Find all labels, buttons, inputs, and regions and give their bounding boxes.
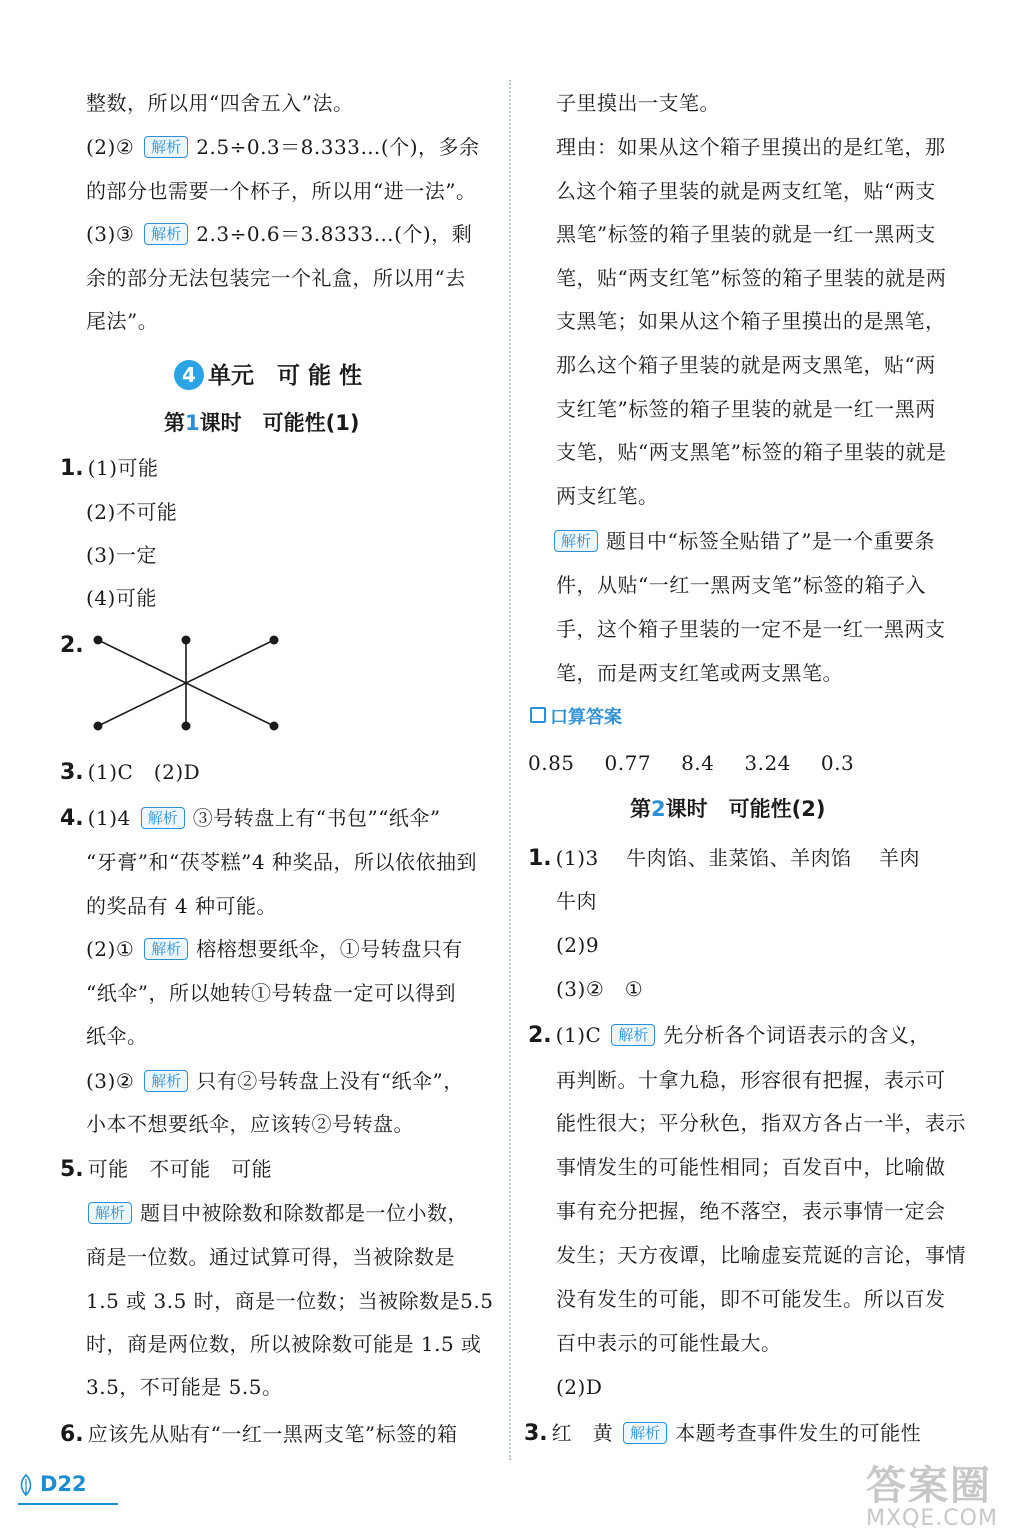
l2-q2-line-4: 事情发生的可能性相同；百发百中，比喻做 xyxy=(556,1155,946,1179)
page-number: D22 xyxy=(40,1472,87,1496)
oral-answers-values xyxy=(528,748,884,778)
footer-underline xyxy=(18,1503,118,1505)
l2-q1-line-3: (2)9 xyxy=(556,933,600,957)
match-dot xyxy=(270,722,279,731)
question-number: 2. xyxy=(60,633,84,658)
matching-lines-diagram xyxy=(86,630,316,740)
analysis-tag: 解析 xyxy=(623,1422,667,1444)
q4-part3 xyxy=(86,1066,464,1096)
q1-answer-3: (3)一定 xyxy=(86,543,157,567)
analysis-tag: 解析 xyxy=(144,136,188,158)
l2-q2-line-3: 能性很大；平分秋色，指双方各占一半，表示 xyxy=(556,1111,966,1135)
analysis-tag: 解析 xyxy=(141,807,185,829)
l2-q2-row xyxy=(528,1020,930,1051)
l2-q3-label: 红 黄 xyxy=(551,1421,614,1445)
question-number: 6. xyxy=(60,1422,84,1447)
right-line-5: 笔，贴“两支红笔”标签的箱子里装的就是两 xyxy=(556,266,947,290)
q5-exp-line-1: 题目中被除数和除数都是一位小数， xyxy=(140,1201,469,1225)
lesson-number: 2 xyxy=(651,797,666,821)
question-number: 1. xyxy=(60,456,84,481)
q3-part3-label: (3)③ xyxy=(86,222,135,246)
right-line-9: 支笔，贴“两支黑笔”标签的箱子里装的就是 xyxy=(556,440,947,464)
q4-p1-line-3: 的奖品有 4 种可能。 xyxy=(86,894,277,918)
match-dot xyxy=(94,722,103,731)
l2-q1-line-1: (1)3 牛肉馅、韭菜馅、羊肉馅 羊肉 xyxy=(555,846,920,870)
oral-value: 3.24 xyxy=(744,751,791,775)
q4-p2-line-2: “纸伞”，所以她转①号转盘一定可以得到 xyxy=(86,981,456,1005)
l2-q1-row xyxy=(528,843,920,874)
oral-answers-heading xyxy=(530,703,622,733)
q4-p2-label: (2)① xyxy=(86,937,135,961)
q4-row xyxy=(60,803,441,834)
q4-p2-text: 榕榕想要纸伞，①号转盘只有 xyxy=(196,937,463,961)
analysis-tag: 解析 xyxy=(611,1024,655,1046)
q4-p2-line-3: 纸伞。 xyxy=(86,1024,148,1048)
unit-number-badge: 4 xyxy=(174,360,204,390)
q4-p3-text: 只有②号转盘上没有“纸伞”， xyxy=(196,1069,464,1093)
q3-answer: (1)C (2)D xyxy=(87,760,201,784)
q4-part2 xyxy=(86,934,463,964)
q3-part2 xyxy=(86,132,480,162)
q5-exp-line-5: 3.5，不可能是 5.5。 xyxy=(86,1375,283,1399)
checkbox-icon xyxy=(530,707,546,723)
q4-p1-text: ③号转盘上有“书包”“纸伞” xyxy=(192,806,441,830)
match-dot xyxy=(182,636,191,645)
match-dot xyxy=(94,636,103,645)
left-line-6: 尾法”。 xyxy=(86,309,159,333)
watermark-url: MXQE.COM xyxy=(866,1506,998,1531)
oral-value: 0.3 xyxy=(820,751,855,775)
right-line-8: 支红笔”标签的箱子里装的就是一红一黑两 xyxy=(556,397,936,421)
oral-value: 0.77 xyxy=(604,751,652,775)
l2-q1-line-2: 牛肉 xyxy=(556,889,597,913)
left-line-3: 的部分也需要一个杯子，所以用“进一法”。 xyxy=(86,179,477,203)
analysis-tag: 解析 xyxy=(144,938,188,960)
watermark xyxy=(866,1465,1016,1533)
question-number: 1. xyxy=(528,846,552,871)
left-line-1: 整数，所以用“四舍五入”法。 xyxy=(86,91,354,115)
question-number: 4. xyxy=(60,806,84,831)
oral-answers-title: 口算答案 xyxy=(550,707,622,728)
match-dot xyxy=(182,722,191,731)
lesson-prefix: 第 xyxy=(164,411,185,435)
lesson-prefix: 第 xyxy=(630,797,651,821)
l2-q2-line-5: 事有充分把握，绝不落空，表示事情一定会 xyxy=(556,1199,946,1223)
q4-p3-label: (3)② xyxy=(86,1069,135,1093)
unit-heading xyxy=(174,360,362,391)
q4-p1-label: (1)4 xyxy=(87,806,131,830)
l2-q2-line-6: 发生；天方夜谭，比喻虚妄荒诞的言论，事情 xyxy=(556,1243,966,1267)
question-number: 3. xyxy=(60,760,84,785)
oral-value: 8.4 xyxy=(681,751,715,775)
q1-answer-1: (1)可能 xyxy=(87,456,159,480)
lesson-suffix: 课时 xyxy=(665,797,708,821)
q5-exp-line-3: 1.5 或 3.5 时，商是一位数；当被除数是5.5 xyxy=(86,1289,494,1313)
q1-answer-4: (4)可能 xyxy=(86,586,157,610)
q5-answer: 可能 不可能 可能 xyxy=(87,1157,273,1181)
unit-title: 可 能 性 xyxy=(277,363,363,389)
l2-q2-label: (1)C xyxy=(555,1023,602,1047)
q2-row xyxy=(60,630,88,661)
q4-p1-line-2: “牙膏”和“茯苓糕”4 种奖品，所以依依抽到 xyxy=(86,850,477,874)
q6-exp-line-3: 手，这个箱子里装的一定不是一红一黑两支 xyxy=(556,617,946,641)
l2-q3-row xyxy=(524,1418,921,1449)
q6-text: 应该先从贴有“一红一黑两支笔”标签的箱 xyxy=(87,1422,458,1446)
lesson-title: 可能性(1) xyxy=(262,411,360,435)
q6-exp-line-4: 笔，而是两支红笔或两支黑笔。 xyxy=(556,661,843,685)
lesson-title: 可能性(2) xyxy=(728,797,826,821)
right-line-7: 那么这个箱子里装的就是两支黑笔，贴“两 xyxy=(556,353,936,377)
q1-answer-2: (2)不可能 xyxy=(86,500,178,524)
lesson-1-heading xyxy=(164,408,359,438)
l2-q2-line-7: 没有发生的可能，即不可能发生。所以百发 xyxy=(556,1287,946,1311)
q1-row xyxy=(60,453,159,484)
lesson-suffix: 课时 xyxy=(199,411,242,435)
watermark-logo-text: 答案圈 xyxy=(866,1463,992,1509)
right-line-1: 子里摸出一支笔。 xyxy=(556,91,720,115)
l2-q1-line-4: (3)② ① xyxy=(556,977,644,1001)
question-number: 2. xyxy=(528,1023,552,1048)
right-line-10: 两支红笔。 xyxy=(556,484,659,508)
q5-exp-line-4: 时，商是两位数，所以被除数可能是 1.5 或 xyxy=(86,1332,482,1356)
oral-value: 0.85 xyxy=(528,751,575,775)
q3-row xyxy=(60,757,200,788)
q5-row xyxy=(60,1154,272,1185)
right-line-4: 黑笔”标签的箱子里装的就是一红一黑两支 xyxy=(556,222,936,246)
question-number: 3. xyxy=(524,1421,548,1446)
q6-row xyxy=(60,1419,458,1450)
q4-p3-line-2: 小本不想要纸伞，应该转②号转盘。 xyxy=(86,1112,414,1136)
l2-q2-line-2: 再判断。十拿九稳，形容很有把握，表示可 xyxy=(556,1068,946,1092)
q3-part2-label: (2)② xyxy=(86,135,135,159)
l2-q2-line-9: (2)D xyxy=(556,1375,603,1399)
question-number: 5. xyxy=(60,1157,84,1182)
analysis-tag: 解析 xyxy=(554,530,598,552)
analysis-tag: 解析 xyxy=(144,223,188,245)
q6-analysis xyxy=(544,526,935,556)
right-line-3: 么这个箱子里装的就是两支红笔，贴“两支 xyxy=(556,179,936,203)
l2-q2-text: 先分析各个词语表示的含义， xyxy=(663,1023,930,1047)
q6-exp-line-1: 题目中“标签全贴错了”是一个重要条 xyxy=(606,529,935,553)
analysis-tag: 解析 xyxy=(144,1070,188,1092)
q3-part3-text: 2.3÷0.6＝3.8333…(个)，剩 xyxy=(196,222,473,246)
q5-exp-line-2: 商是一位数。通过试算可得，当被除数是 xyxy=(86,1245,455,1269)
l2-q3-text: 本题考查事件发生的可能性 xyxy=(675,1421,922,1445)
l2-q2-line-8: 百中表示的可能性最大。 xyxy=(556,1331,782,1355)
lesson-2-heading xyxy=(630,794,825,824)
analysis-tag: 解析 xyxy=(88,1202,132,1224)
lesson-number: 1 xyxy=(185,411,200,435)
column-divider xyxy=(509,80,511,1460)
q5-analysis xyxy=(78,1198,468,1228)
right-line-2: 理由：如果从这个箱子里摸出的是红笔，那 xyxy=(556,135,946,159)
q3-part2-text: 2.5÷0.3＝8.333…(个)，多余 xyxy=(196,135,480,159)
q3-part3 xyxy=(86,219,472,249)
match-dot xyxy=(270,636,279,645)
unit-label: 单元 xyxy=(208,363,254,389)
leaf-icon xyxy=(18,1474,34,1496)
left-line-5: 余的部分无法包装完一个礼盒，所以用“去 xyxy=(86,266,466,290)
right-line-6: 支黑笔；如果从这个箱子里摸出的是黑笔， xyxy=(556,309,946,333)
q6-exp-line-2: 件，从贴“一红一黑两支笔”标签的箱子入 xyxy=(556,573,926,597)
